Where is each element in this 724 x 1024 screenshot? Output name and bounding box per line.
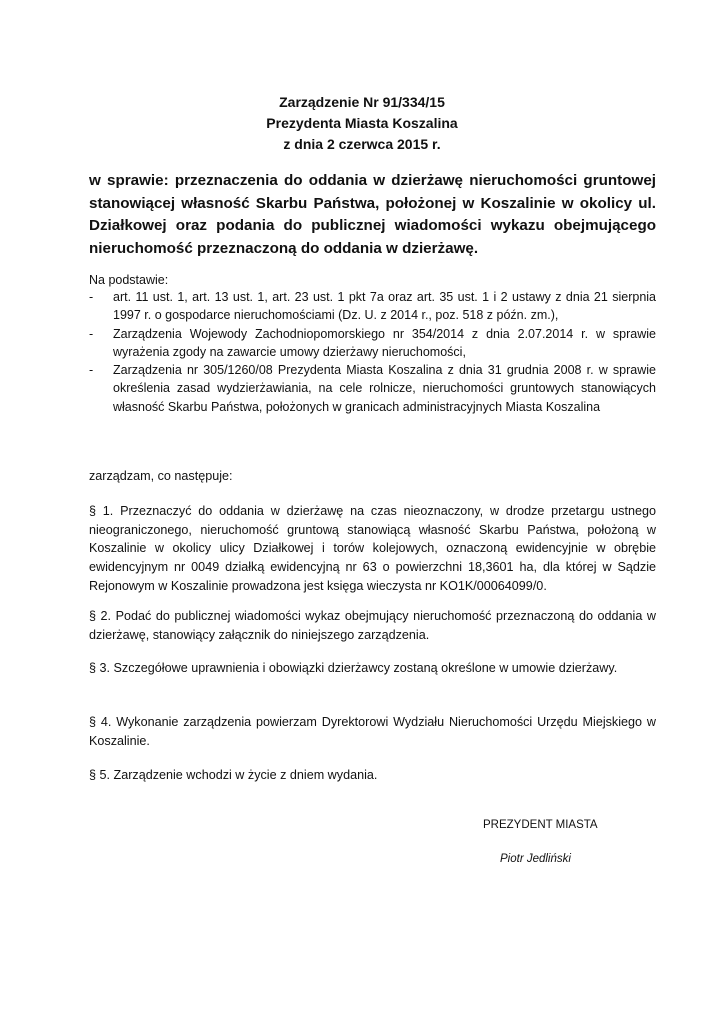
- list-bullet: -: [89, 290, 94, 304]
- paragraph-2: § 2. Podać do publicznej wiadomości wykaz obejmujący nieruchomość przeznaczoną do oddania w dzierżawę, stanowiący załącznik do niniejszego zarządzenia.: [89, 609, 656, 642]
- document-subject: w sprawie: przeznaczenia do oddania w dzierżawę nieruchomości gruntowej stanowiącej własność Skarbu Państwa, położonej w Koszalinie w okolicy ul. Działkowej oraz podania do publicznej wiadomości wykazu obejmującego nieruchomość przeznaczoną do oddania w dzierżawę.: [89, 172, 656, 257]
- document-title: Zarządzenie Nr 91/334/15: [279, 94, 445, 110]
- legal-basis-item: [89, 361, 656, 416]
- list-bullet: -: [89, 363, 94, 378]
- legal-basis-list: [89, 288, 656, 416]
- document-header: [0, 92, 724, 155]
- document-date: z dnia 2 czerwca 2015 r.: [283, 136, 441, 152]
- legal-basis-text: Zarządzenia Wojewody Zachodniopomorskiego nr 354/2014 z dnia 2.07.2014 r. w sprawie wyrażenia zgody na zawarcie umowy dzierżawy nieruchomości,: [113, 326, 656, 359]
- paragraph-3: § 3. Szczegółowe uprawnienia i obowiązki dzierżawcy zostaną określone w umowie dzierżawy.: [89, 661, 618, 675]
- legal-basis-text: art. 11 ust. 1, art. 13 ust. 1, art. 23 ust. 1 pkt 7a oraz art. 35 ust. 1 i 2 ustawy z dnia 21 sierpnia 1997 r. o gospodarce nieruchomościami (Dz. U. z 2014 r., poz. 518 z późn. zm.),: [113, 290, 656, 323]
- legal-basis-item: [89, 325, 656, 362]
- signature-role: PREZYDENT MIASTA: [483, 819, 598, 831]
- paragraph-4: § 4. Wykonanie zarządzenia powierzam Dyrektorowi Wydziału Nieruchomości Urzędu Miejskiego w Koszalinie.: [89, 715, 656, 748]
- list-bullet: -: [89, 326, 94, 341]
- decree-intro: zarządzam, co następuje:: [89, 469, 233, 483]
- legal-basis-item: [89, 288, 656, 325]
- document-issuer: Prezydenta Miasta Koszalina: [266, 115, 458, 131]
- paragraph-1: § 1. Przeznaczyć do oddania w dzierżawę na czas nieoznaczony, w drodze przetargu ustnego nieograniczonego, nieruchomość gruntową stanowiącą własność Skarbu Państwa, położoną w Koszalinie w okolicy ulicy Działkowej i torów kolejowych, oznaczoną ewidencyjnie w obrębie ewidencyjnym nr 0049 działką ewidencyjną nr 63 o powierzchni 18,3601 ha, dla której w Sądzie Rejonowym w Koszalinie prowadzona jest księga wieczysta nr KO1K/00064099/0.: [89, 504, 656, 593]
- legal-basis-text: Zarządzenia nr 305/1260/08 Prezydenta Miasta Koszalina z dnia 31 grudnia 2008 r. w sprawie określenia zasad wydzierżawiania, na cele rolnicze, nieruchomości gruntowych stanowiących własność Skarbu Państwa, położonych w granicach administracyjnych Miasta Koszalina: [113, 363, 656, 414]
- signature-name: Piotr Jedliński: [500, 853, 571, 865]
- paragraph-5: § 5. Zarządzenie wchodzi w życie z dniem wydania.: [89, 768, 378, 782]
- legal-basis-intro: Na podstawie:: [89, 273, 169, 287]
